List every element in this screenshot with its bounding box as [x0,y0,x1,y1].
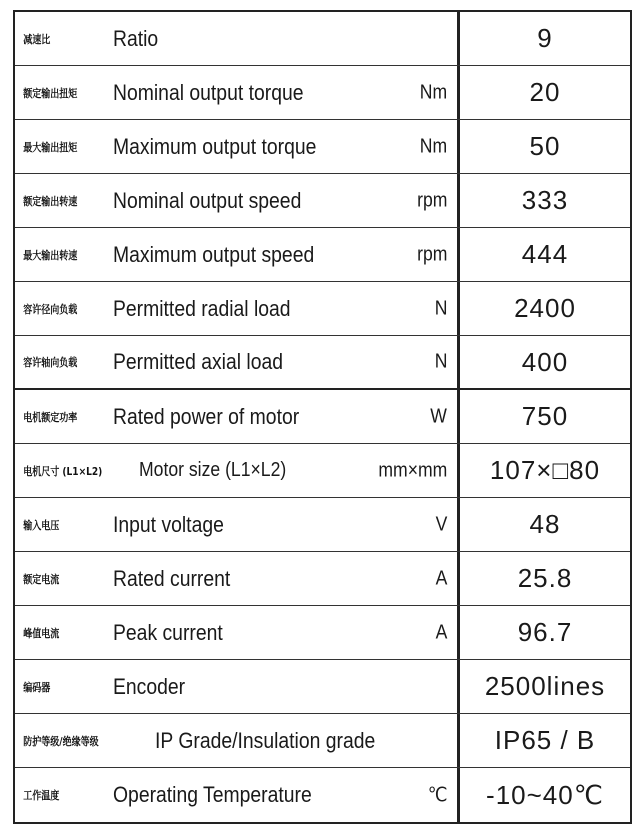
spec-value: 48 [529,509,561,539]
spec-row-radial-load [15,282,630,336]
spec-value: 333 [521,185,569,215]
unit-label: V [435,513,447,535]
chinese-label: 编码器 [23,680,51,694]
spec-row-ip-grade [15,714,630,768]
unit-label: mm×mm [378,459,447,481]
chinese-label: 容许径向负载 [23,302,78,316]
spec-value: 25.8 [517,563,573,593]
unit-label: Nm [419,81,447,103]
english-label: Encoder [113,673,186,699]
spec-row-ratio [15,12,630,66]
chinese-label: 最大输出扭矩 [23,140,78,154]
spec-value: 2500lines [484,671,606,701]
spec-value: 750 [521,401,569,431]
chinese-label: 额定输出扭矩 [23,86,78,100]
spec-row-peak-current [15,606,630,660]
english-label: Rated current [113,565,231,591]
spec-row-motor-size [15,444,630,498]
spec-row-encoder [15,660,630,714]
english-label: Motor size (L1×L2) [139,459,287,481]
english-label: IP Grade/Insulation grade [155,727,376,753]
chinese-label: 防护等级/绝缘等级 [23,734,99,748]
label-cell [15,12,460,65]
chinese-label: 最大输出转速 [23,248,78,262]
english-label: Maximum output torque [113,133,317,159]
unit-label: rpm [416,189,447,211]
spec-value: 20 [529,77,561,107]
unit-label: A [435,567,447,589]
chinese-label: 电机额定功率 [23,410,78,424]
spec-value: 9 [537,23,553,53]
unit-label: rpm [416,243,447,265]
label-cell [15,120,460,173]
english-label: Nominal output speed [113,187,302,213]
label-cell [15,336,460,388]
spec-row-axial-load [15,336,630,390]
spec-row-nominal-speed [15,174,630,228]
spec-row-max-torque [15,120,630,174]
chinese-label: 输入电压 [23,518,60,532]
unit-label: N [434,297,447,319]
spec-value: -10~40℃ [486,779,604,810]
chinese-label: 容许轴向负载 [23,356,78,369]
spec-value: 96.7 [517,617,573,647]
label-cell [15,66,460,119]
spec-row-max-speed [15,228,630,282]
label-cell [15,606,460,659]
chinese-label: 电机尺寸 (L1×L2) [23,464,103,478]
label-cell [15,552,460,605]
spec-value: 50 [529,131,561,161]
unit-label: Nm [419,135,447,157]
english-label: Input voltage [113,511,224,537]
spec-row-nominal-torque [15,66,630,120]
spec-value: IP65 / B [494,725,596,755]
unit-label: ℃ [427,784,447,807]
label-cell [15,498,460,551]
label-cell [15,660,460,713]
english-label: Permitted radial load [113,295,291,321]
spec-value: 444 [521,239,569,269]
unit-label: A [435,621,447,643]
spec-row-operating-temp [15,768,630,822]
chinese-label: 工作温度 [23,789,60,802]
spec-table [13,10,632,824]
spec-row-rated-current [15,552,630,606]
spec-value: 107×□80 [489,455,601,485]
label-cell [15,390,460,443]
chinese-label: 峰值电流 [23,626,60,640]
spec-row-input-voltage [15,498,630,552]
unit-label: W [430,405,447,427]
spec-value: 400 [521,346,569,377]
english-label: Nominal output torque [113,79,304,105]
english-label: Maximum output speed [113,241,315,267]
label-cell [15,714,460,767]
chinese-label: 减速比 [23,32,51,46]
spec-value: 2400 [514,293,576,323]
chinese-label: 额定电流 [23,572,60,586]
english-label: Ratio [113,25,159,51]
chinese-label: 额定输出转速 [23,194,78,208]
unit-label: N [434,350,447,373]
label-cell [15,228,460,281]
english-label: Operating Temperature [113,782,312,807]
label-cell [15,282,460,335]
english-label: Peak current [113,619,223,645]
label-cell [15,444,460,497]
label-cell [15,768,460,822]
spec-row-motor-power [15,390,630,444]
english-label: Permitted axial load [113,349,284,374]
english-label: Rated power of motor [113,403,300,429]
label-cell [15,174,460,227]
